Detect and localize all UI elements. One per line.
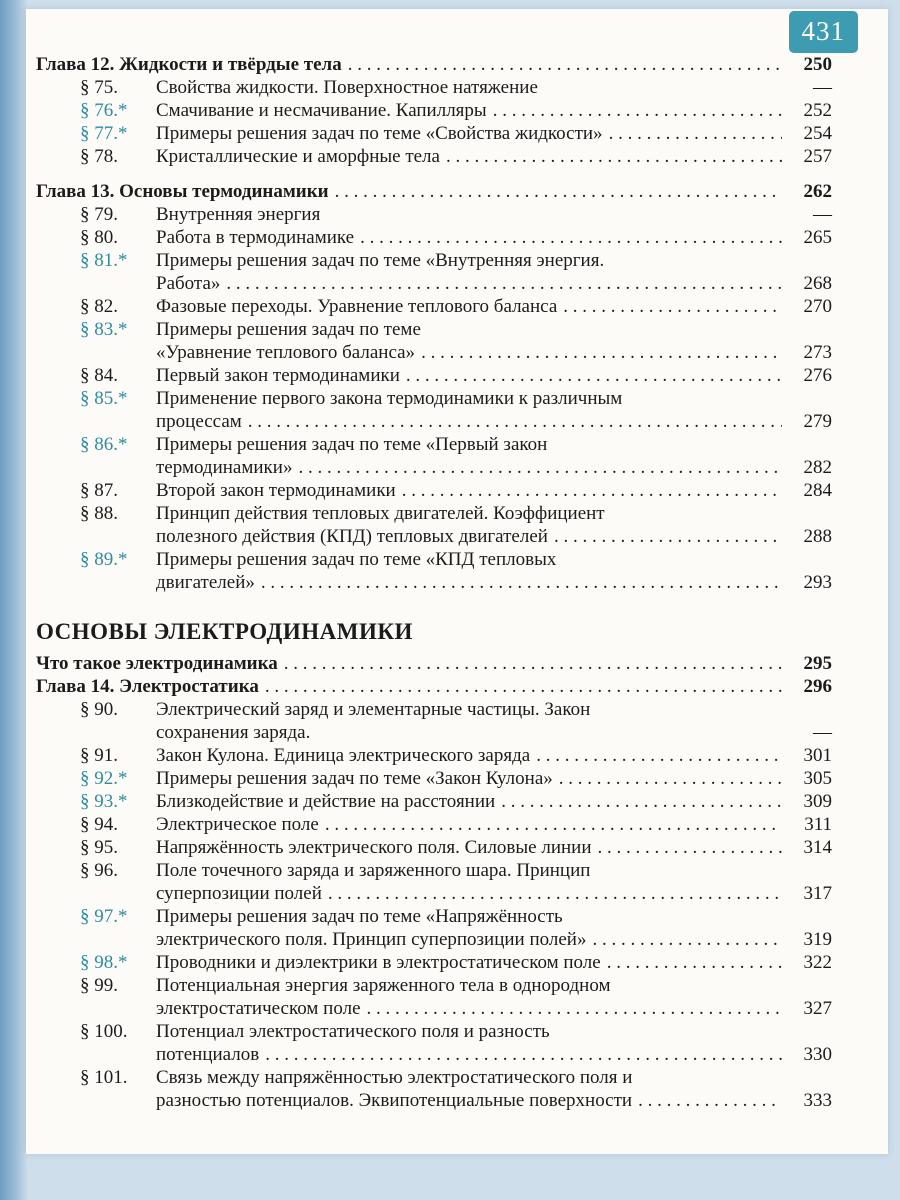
dot-leader <box>406 364 782 387</box>
dot-leader <box>335 180 782 203</box>
entry-body <box>156 813 832 836</box>
entry-last-line <box>156 951 832 974</box>
entry-last-line <box>156 226 832 249</box>
entry-text: потенциалов <box>156 1044 260 1065</box>
toc-entry-row <box>36 249 832 295</box>
entry-line: Примеры решения задач по теме «Первый закон <box>156 434 548 455</box>
row-title: Что такое электродинамика <box>36 653 278 674</box>
entry-number: § 75. <box>80 77 118 98</box>
page-ref: 273 <box>803 342 832 363</box>
toc-entry-row <box>36 951 832 974</box>
entry-body <box>156 548 832 594</box>
entry-line: Принцип действия тепловых двигателей. Коэффициент <box>156 503 605 524</box>
entry-number: § 93.* <box>80 791 128 812</box>
entry-text: Внутренняя энергия <box>156 204 321 225</box>
toc-entry-row <box>36 790 832 813</box>
entry-text: суперпозиции полей <box>156 883 322 904</box>
page-ref: 295 <box>803 653 832 674</box>
page-number-badge: 431 <box>789 11 859 53</box>
page-ref: 250 <box>803 54 832 75</box>
entry-number: § 100. <box>80 1021 128 1042</box>
page-ref: 288 <box>803 526 832 547</box>
entry-line: Примеры решения задач по теме «КПД тепловых <box>156 549 557 570</box>
toc-entry-row <box>36 1020 832 1066</box>
entry-text: Первый закон термодинамики <box>156 365 400 386</box>
entry-body <box>156 698 832 744</box>
entry-last-line <box>156 767 832 790</box>
page-ref: 296 <box>803 676 832 697</box>
entry-last-line <box>156 203 832 226</box>
page-ref: — <box>813 204 832 225</box>
page-ref: 301 <box>803 745 832 766</box>
toc-entry-row <box>36 76 832 99</box>
entry-text: Фазовые переходы. Уравнение теплового баланса <box>156 296 558 317</box>
entry-line: Потенциал электростатического поля и разность <box>156 1021 550 1042</box>
entry-line: Электрический заряд и элементарные частицы. Закон <box>156 699 591 720</box>
entry-line: Примеры решения задач по теме <box>156 319 421 340</box>
entry-text: Электрическое поле <box>156 814 319 835</box>
entry-number: § 78. <box>80 146 118 167</box>
toc-entry-row <box>36 433 832 479</box>
entry-last-line <box>156 122 832 145</box>
row-title: Глава 13. Основы термодинамики <box>36 181 329 202</box>
dot-leader <box>554 525 782 548</box>
toc-entry-row <box>36 813 832 836</box>
entry-body <box>156 744 832 767</box>
entry-number: § 94. <box>80 814 118 835</box>
entry-body <box>156 249 832 295</box>
entry-text: Кристаллические и аморфные тела <box>156 146 440 167</box>
entry-body <box>156 905 832 951</box>
dot-leader <box>248 410 782 433</box>
entry-body <box>156 203 832 226</box>
toc-entry-row <box>36 1066 832 1112</box>
entry-number: § 82. <box>80 296 118 317</box>
page-ref: 314 <box>803 837 832 858</box>
entry-body <box>156 433 832 479</box>
entry-body <box>156 1020 832 1066</box>
page-ref: 305 <box>803 768 832 789</box>
section-heading: ОСНОВЫ ЭЛЕКТРОДИНАМИКИ <box>36 619 413 644</box>
row-title: Глава 14. Электростатика <box>36 676 259 697</box>
entry-text: Свойства жидкости. Поверхностное натяжение <box>156 77 538 98</box>
entry-text: Проводники и диэлектрики в электростатическом поле <box>156 952 601 973</box>
book-page <box>26 9 888 1154</box>
entry-body <box>156 387 832 433</box>
entry-number: § 81.* <box>80 250 128 271</box>
entry-last-line <box>156 99 832 122</box>
dot-leader <box>559 767 782 790</box>
entry-body <box>156 318 832 364</box>
entry-number: § 101. <box>80 1067 128 1088</box>
entry-number: § 92.* <box>80 768 128 789</box>
toc-entry-row <box>36 364 832 387</box>
toc-entry-row <box>36 859 832 905</box>
entry-text: термодинамики» <box>156 457 293 478</box>
entry-text: «Уравнение теплового баланса» <box>156 342 416 363</box>
entry-body <box>156 790 832 813</box>
page-ref: 333 <box>803 1090 832 1111</box>
entry-line: Применение первого закона термодинамики к различным <box>156 388 623 409</box>
dot-leader <box>261 571 782 594</box>
toc-entry-row <box>36 387 832 433</box>
page-ref: 265 <box>803 227 832 248</box>
entry-number: § 97.* <box>80 906 128 927</box>
entry-body <box>156 951 832 974</box>
dot-leader <box>607 951 782 974</box>
page-ref: 270 <box>803 296 832 317</box>
entry-text: электростатическом поле <box>156 998 361 1019</box>
dot-leader <box>284 652 782 675</box>
dot-leader <box>367 997 782 1020</box>
toc-chapter-row <box>36 180 832 203</box>
toc-entry-row <box>36 295 832 318</box>
row-title: Глава 12. Жидкости и твёрдые тела <box>36 54 342 75</box>
entry-number: § 84. <box>80 365 118 386</box>
entry-text: разностью потенциалов. Эквипотенциальные поверхности <box>156 1090 633 1111</box>
entry-body <box>156 502 832 548</box>
entry-number: § 91. <box>80 745 118 766</box>
page-ref: 322 <box>803 952 832 973</box>
toc-entry-row <box>36 698 832 744</box>
page-ref: 254 <box>803 123 832 144</box>
toc-entry-row <box>36 479 832 502</box>
page-ref: — <box>813 77 832 98</box>
entry-body <box>156 295 832 318</box>
entry-text: Близкодействие и действие на расстоянии <box>156 791 496 812</box>
toc-entry-row <box>36 226 832 249</box>
entry-last-line <box>156 272 832 295</box>
page-ref: 317 <box>803 883 832 904</box>
entry-last-line <box>156 525 832 548</box>
page-ref: 319 <box>803 929 832 950</box>
dot-leader <box>298 456 782 479</box>
toc-entry-row <box>36 99 832 122</box>
entry-body <box>156 145 832 168</box>
dot-leader <box>536 744 782 767</box>
entry-number: § 80. <box>80 227 118 248</box>
dot-leader <box>609 122 782 145</box>
entry-last-line <box>156 145 832 168</box>
page-ref: 309 <box>803 791 832 812</box>
dot-leader <box>563 295 782 318</box>
entry-body <box>156 122 832 145</box>
entry-text: электрического поля. Принцип суперпозиции полей» <box>156 929 587 950</box>
dot-leader <box>265 675 782 698</box>
entry-last-line <box>156 813 832 836</box>
dot-leader <box>421 341 782 364</box>
entry-number: § 95. <box>80 837 118 858</box>
entry-last-line <box>156 341 832 364</box>
entry-number: § 99. <box>80 975 118 996</box>
toc-entry-row <box>36 502 832 548</box>
dot-leader <box>348 53 782 76</box>
entry-last-line <box>156 295 832 318</box>
page-ref: 327 <box>803 998 832 1019</box>
entry-body <box>156 1066 832 1112</box>
entry-last-line <box>156 479 832 502</box>
entry-text: процессам <box>156 411 242 432</box>
toc-entry-row <box>36 744 832 767</box>
toc-plain-row <box>36 652 832 675</box>
page-ref: 293 <box>803 572 832 593</box>
entry-body <box>156 767 832 790</box>
toc-entry-row <box>36 974 832 1020</box>
entry-text: сохранения заряда. <box>156 722 311 743</box>
dot-leader <box>501 790 782 813</box>
entry-last-line <box>156 1043 832 1066</box>
entry-last-line <box>156 1089 832 1112</box>
dot-leader <box>402 479 782 502</box>
entry-text: Работа» <box>156 273 221 294</box>
toc-entry-row <box>36 122 832 145</box>
entry-number: § 83.* <box>80 319 128 340</box>
page-ref: 330 <box>803 1044 832 1065</box>
entry-number: § 85.* <box>80 388 128 409</box>
page-ref: 311 <box>804 814 832 835</box>
page-ref: 252 <box>803 100 832 121</box>
entry-body <box>156 479 832 502</box>
entry-last-line <box>156 744 832 767</box>
entry-last-line <box>156 882 832 905</box>
entry-body <box>156 226 832 249</box>
entry-number: § 86.* <box>80 434 128 455</box>
toc-entry-row <box>36 905 832 951</box>
page-ref: — <box>813 722 832 743</box>
entry-number: § 88. <box>80 503 118 524</box>
entry-number: § 77.* <box>80 123 128 144</box>
entry-number: § 79. <box>80 204 118 225</box>
toc-entry-row <box>36 548 832 594</box>
entry-body <box>156 974 832 1020</box>
page-ref: 276 <box>803 365 832 386</box>
entry-line: Потенциальная энергия заряженного тела в однородном <box>156 975 611 996</box>
page-ref: 257 <box>803 146 832 167</box>
entry-number: § 89.* <box>80 549 128 570</box>
entry-body <box>156 836 832 859</box>
entry-line: Поле точечного заряда и заряженного шара. Принцип <box>156 860 591 881</box>
dot-leader <box>598 836 782 859</box>
entry-last-line <box>156 76 832 99</box>
page-ref: 268 <box>803 273 832 294</box>
dot-leader <box>265 1043 782 1066</box>
entry-text: полезного действия (КПД) тепловых двигателей <box>156 526 548 547</box>
entry-body <box>156 99 832 122</box>
entry-text: Примеры решения задач по теме «Свойства жидкости» <box>156 123 603 144</box>
page-ref: 284 <box>803 480 832 501</box>
toc-entry-row <box>36 767 832 790</box>
page-ref: 279 <box>803 411 832 432</box>
entry-last-line <box>156 790 832 813</box>
toc-entry-row <box>36 836 832 859</box>
entry-text: Примеры решения задач по теме «Закон Кулона» <box>156 768 553 789</box>
entry-text: Напряжённость электрического поля. Силовые линии <box>156 837 592 858</box>
toc-entry-row <box>36 145 832 168</box>
entry-number: § 87. <box>80 480 118 501</box>
entry-last-line <box>156 410 832 433</box>
toc-entry-row <box>36 318 832 364</box>
dot-leader <box>638 1089 782 1112</box>
entry-line: Примеры решения задач по теме «Внутренняя энергия. <box>156 250 605 271</box>
entry-text: Второй закон термодинамики <box>156 480 396 501</box>
dot-leader <box>592 928 782 951</box>
page-ref: 282 <box>803 457 832 478</box>
entry-body <box>156 859 832 905</box>
entry-last-line <box>156 571 832 594</box>
dot-leader <box>325 813 782 836</box>
entry-last-line <box>156 836 832 859</box>
dot-leader <box>446 145 782 168</box>
entry-last-line <box>156 928 832 951</box>
page-ref: 262 <box>803 181 832 202</box>
entry-text: двигателей» <box>156 572 255 593</box>
entry-last-line <box>156 364 832 387</box>
entry-number: § 96. <box>80 860 118 881</box>
dot-leader <box>360 226 782 249</box>
entry-text: Закон Кулона. Единица электрического заряда <box>156 745 531 766</box>
scan-left-edge <box>0 0 28 1200</box>
entry-last-line <box>156 456 832 479</box>
toc-chapter-row <box>36 53 832 76</box>
entry-number: § 90. <box>80 699 118 720</box>
toc-entry-row <box>36 203 832 226</box>
entry-text: Работа в термодинамике <box>156 227 355 248</box>
table-of-contents <box>26 9 888 1112</box>
entry-body <box>156 364 832 387</box>
entry-number: § 76.* <box>80 100 128 121</box>
entry-text: Смачивание и несмачивание. Капилляры <box>156 100 487 121</box>
dot-leader <box>226 272 782 295</box>
toc-chapter-row <box>36 675 832 698</box>
entry-line: Связь между напряжённостью электростатического поля и <box>156 1067 633 1088</box>
entry-number: § 98.* <box>80 952 128 973</box>
entry-body <box>156 76 832 99</box>
dot-leader <box>493 99 782 122</box>
entry-last-line <box>156 721 832 744</box>
dot-leader <box>328 882 782 905</box>
entry-last-line <box>156 997 832 1020</box>
entry-line: Примеры решения задач по теме «Напряжённость <box>156 906 563 927</box>
